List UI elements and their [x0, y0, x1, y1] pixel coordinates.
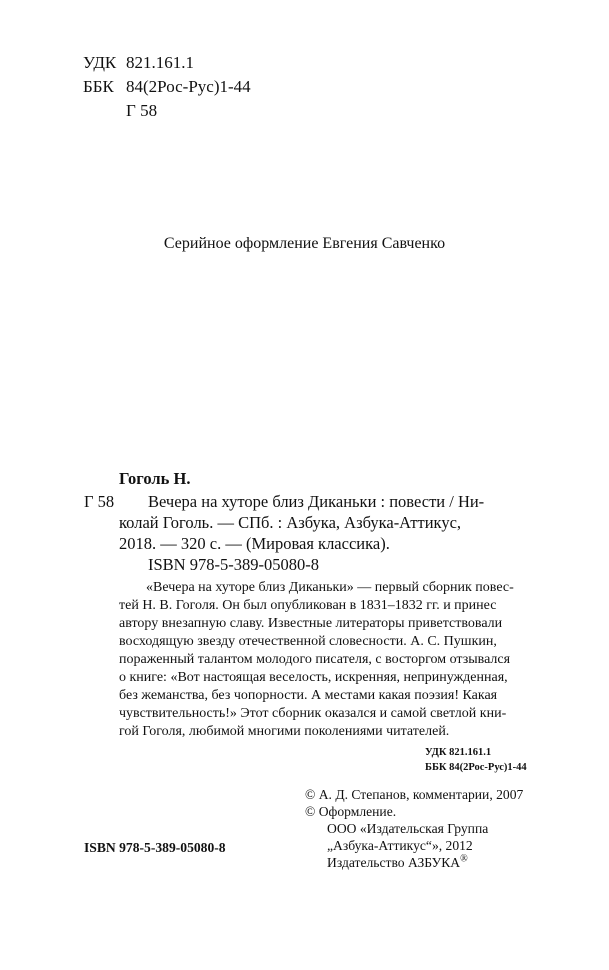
bbk-label: ББК	[83, 77, 114, 96]
udk-line	[83, 53, 194, 73]
annotation-line: о книге: «Вот настоящая веселость, искренняя, непринужденная,	[119, 670, 508, 685]
series-credit: Серийное оформление Евгения Савченко	[163, 235, 446, 252]
annotation-line: гой Гоголя, любимой многими поколениями читателей.	[119, 724, 450, 739]
bbk-small: ББК 84(2Рос-Рус)1-44	[425, 762, 527, 773]
udk-label: УДК	[83, 53, 117, 72]
bbk-line	[83, 77, 251, 97]
copyright-commentary: © А. Д. Степанов, комментарии, 2007	[305, 787, 524, 802]
copyright-design: © Оформление.	[305, 804, 397, 819]
description-line: колай Гоголь. — СПб. : Азбука, Азбука-Аттикус,	[119, 513, 462, 532]
author-mark-top: Г 58	[126, 101, 158, 120]
isbn-bottom: ISBN 978-5-389-05080-8	[84, 840, 226, 855]
annotation-line: пораженный талантом молодого писателя, с восторгом отзывался	[119, 652, 511, 667]
annotation-line: тей Н. В. Гоголя. Он был опубликован в 1831–1832 гг. и принес	[119, 598, 497, 613]
description-line: 2018. — 320 с. — (Мировая классика).	[119, 534, 390, 553]
annotation-line: чувствительность!» Этот сборник оказался и самой светлой кни-	[119, 706, 507, 721]
author-heading: Гоголь Н.	[119, 469, 191, 488]
isbn-card: ISBN 978-5-389-05080-8	[148, 555, 319, 574]
publisher-group-line: ООО «Издательская Группа	[327, 821, 489, 836]
bbk-value: 84(2Рос-Рус)1-44	[126, 77, 251, 96]
publisher-azbuka: Издательство АЗБУКА	[327, 855, 461, 870]
annotation-line: восходящую звезду отечественной словесности. А. С. Пушкин,	[119, 634, 497, 649]
udk-value: 821.161.1	[126, 53, 194, 72]
publisher-azbuka-line	[327, 854, 468, 871]
publisher-group-line: „Азбука-Аттикус“», 2012	[327, 838, 473, 853]
description-line: Вечера на хуторе близ Диканьки : повести / Ни-	[148, 492, 485, 511]
udk-small: УДК 821.161.1	[425, 747, 492, 758]
annotation-line: «Вечера на хуторе близ Диканьки» — первый сборник повес-	[146, 580, 514, 595]
registered-mark: ®	[460, 853, 468, 865]
annotation-line: без жеманства, без чопорности. А местами какая поэзия! Какая	[119, 688, 498, 703]
author-mark-card: Г 58	[84, 492, 115, 511]
annotation-line: автору внезапную славу. Известные литераторы приветствовали	[119, 616, 503, 631]
